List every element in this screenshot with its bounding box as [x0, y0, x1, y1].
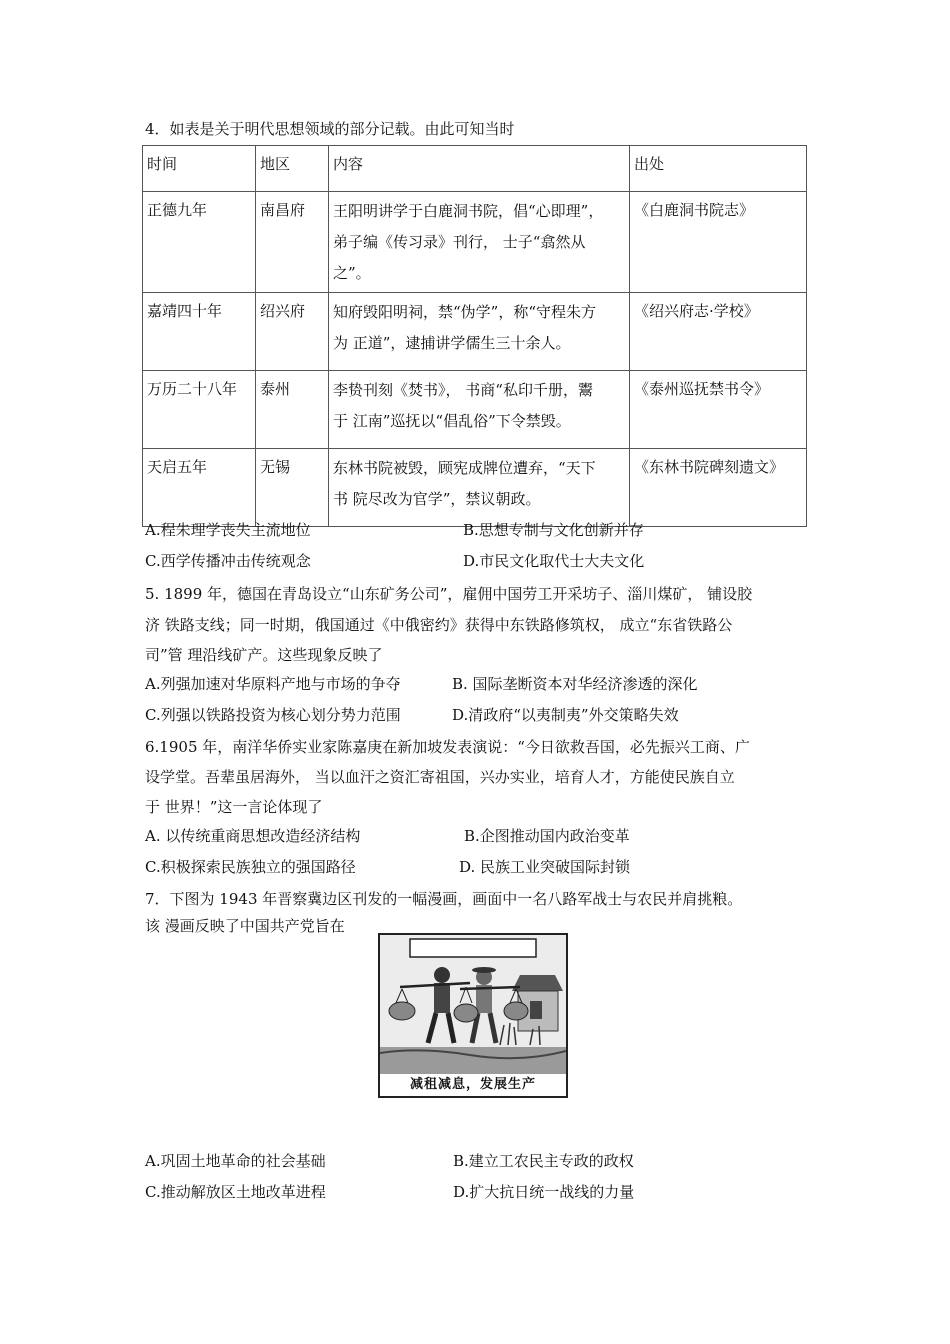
content-line: 于 江南”巡抚以“倡乱俗”下令禁毁。: [333, 412, 571, 430]
cell-time: 天启五年: [143, 449, 256, 527]
content-line: 书 院尽改为官学”，禁议朝政。: [333, 490, 541, 508]
content-line: 之”。: [333, 264, 371, 282]
q5-stem-line: 司”管 理沿线矿产。这些现象反映了: [145, 646, 383, 664]
q4-option-d[interactable]: D.市民文化取代士大夫文化: [463, 552, 645, 570]
q5-option-a[interactable]: A.列强加速对华原料产地与市场的争夺: [145, 675, 401, 693]
cell-source: 《东林书院碑刻遗文》: [630, 449, 807, 527]
q5-option-b[interactable]: B. 国际垄断资本对华经济渗透的深化: [452, 675, 698, 693]
cell-time: 嘉靖四十年: [143, 293, 256, 371]
content-line: 为 正道”，逮捕讲学儒生三十余人。: [333, 334, 571, 352]
table-row: [143, 293, 807, 371]
cell-content: [329, 192, 630, 293]
q4-option-a[interactable]: A.程朱理学丧失主流地位: [145, 521, 311, 539]
q7-stem-line: 7．下图为 1943 年晋察冀边区刊发的一幅漫画，画面中一名八路军战士与农民并肩挑粮。: [145, 890, 743, 908]
q6-option-c[interactable]: C.积极探索民族独立的强国路径: [145, 858, 356, 876]
comic-image: [378, 933, 568, 1098]
comic-illustration: [380, 935, 566, 1076]
cell-place: 南昌府: [256, 192, 329, 293]
cell-place: 绍兴府: [256, 293, 329, 371]
content-line: 王阳明讲学于白鹿洞书院，倡“心即理”，: [333, 202, 604, 220]
q7-option-c[interactable]: C.推动解放区土地改革进程: [145, 1183, 326, 1201]
q7-option-a[interactable]: A.巩固土地革命的社会基础: [145, 1152, 326, 1170]
table-row: [143, 192, 807, 293]
cell-time: 正德九年: [143, 192, 256, 293]
q5-stem-line: 5. 1899 年，德国在青岛设立“山东矿务公司”，雇佣中国劳工开采坊子、淄川煤矿， 铺设胶: [145, 585, 753, 603]
cell-source: 《泰州巡抚禁书令》: [630, 371, 807, 449]
q5-stem-line: 济 铁路支线；同一时期，俄国通过《中俄密约》获得中东铁路修筑权， 成立“东省铁路公: [145, 616, 733, 634]
content-line: 弟子编《传习录》刊行， 士子“翕然从: [333, 233, 586, 251]
content-line: 东林书院被毁，顾宪成牌位遭弃，“天下: [333, 459, 596, 477]
cell-content: [329, 371, 630, 449]
q5-option-c[interactable]: C.列强以铁路投资为核心划分势力范围: [145, 706, 401, 724]
q7-stem-line: 该 漫画反映了中国共产党旨在: [145, 917, 345, 935]
cell-content: [329, 449, 630, 527]
q4-option-c[interactable]: C.西学传播冲击传统观念: [145, 552, 311, 570]
q4-table: [142, 145, 807, 527]
q5-option-d[interactable]: D.清政府“以夷制夷”外交策略失效: [452, 706, 679, 724]
q6-stem-line: 设学堂。吾辈虽居海外， 当以血汗之资汇寄祖国，兴办实业，培育人才，方能使民族自立: [145, 768, 735, 786]
q7-option-d[interactable]: D.扩大抗日统一战线的力量: [453, 1183, 635, 1201]
q4-option-b[interactable]: B.思想专制与文化创新并存: [463, 521, 644, 539]
header-place: 地区: [256, 146, 329, 192]
cell-content: [329, 293, 630, 371]
cell-place: 无锡: [256, 449, 329, 527]
cell-time: 万历二十八年: [143, 371, 256, 449]
q7-option-b[interactable]: B.建立工农民主专政的政权: [453, 1152, 634, 1170]
q6-stem-line: 于 世界！”这一言论体现了: [145, 798, 323, 816]
q6-option-b[interactable]: B.企图推动国内政治变革: [464, 827, 630, 845]
q4-stem: 4．如表是关于明代思想领域的部分记载。由此可知当时: [145, 120, 515, 138]
header-time: 时间: [143, 146, 256, 192]
comic-caption: 减租减息，发展生产: [380, 1074, 566, 1096]
header-source: 出处: [630, 146, 807, 192]
q6-option-d[interactable]: D. 民族工业突破国际封锁: [459, 858, 631, 876]
table-row: [143, 371, 807, 449]
cell-source: 《白鹿洞书院志》: [630, 192, 807, 293]
content-line: 李贽刊刻《焚书》， 书商“私印千册，鬻: [333, 381, 593, 399]
q6-stem-line: 6.1905 年，南洋华侨实业家陈嘉庚在新加坡发表演说：“今日欲救吾国，必先振兴工商、广: [145, 738, 750, 756]
header-content: 内容: [329, 146, 630, 192]
table-row: [143, 449, 807, 527]
table-header-row: [143, 146, 807, 192]
content-line: 知府毁阳明祠，禁“伪学”，称“守程朱方: [333, 303, 597, 321]
q6-option-a[interactable]: A. 以传统重商思想改造经济结构: [145, 827, 361, 845]
cell-place: 泰州: [256, 371, 329, 449]
cell-source: 《绍兴府志·学校》: [630, 293, 807, 371]
